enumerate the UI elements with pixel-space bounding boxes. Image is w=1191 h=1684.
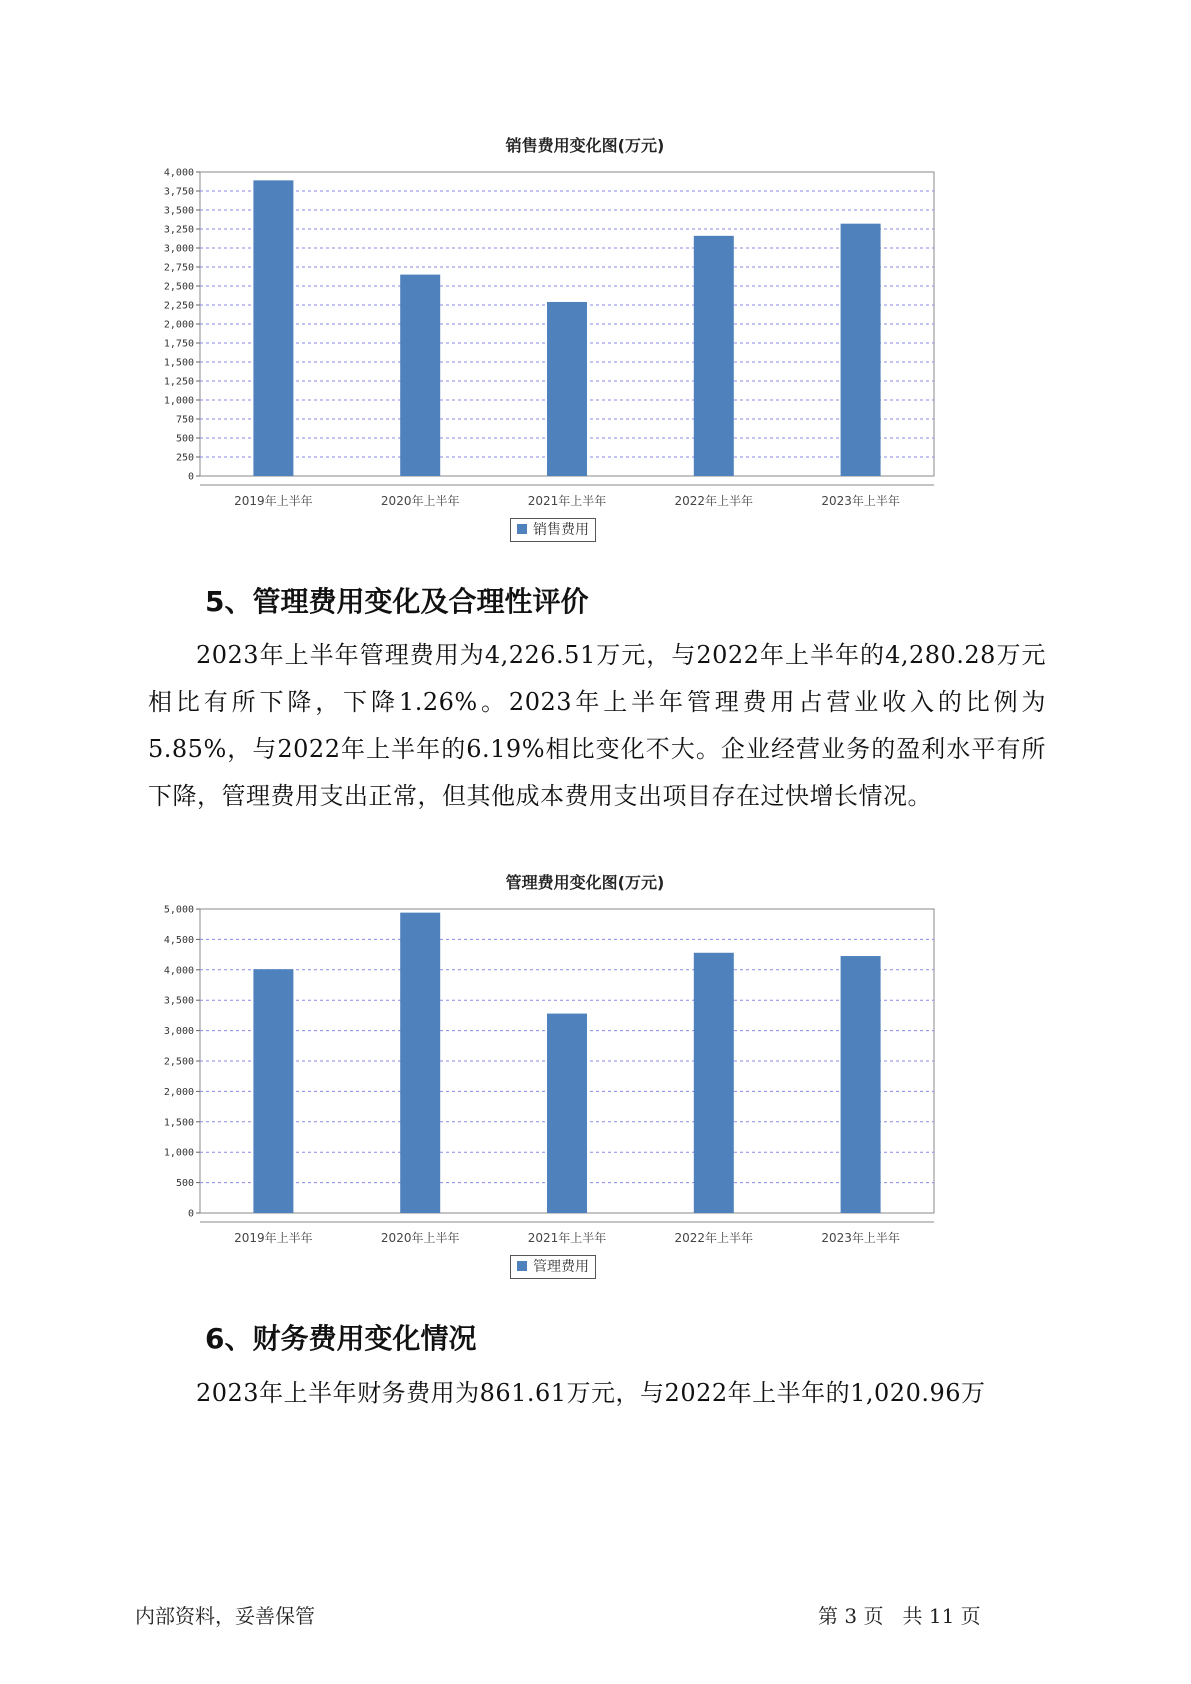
x-tick-label: 2022年上半年 (674, 1231, 754, 1245)
chart-canvas (150, 870, 1020, 1290)
sales-expense-chart (150, 133, 1020, 553)
bar (253, 180, 293, 476)
y-tick-label: 500 (175, 433, 194, 445)
section-5-paragraph: 2023年上半年管理费用为4,226.51万元，与2022年上半年的4,280.28万元相比有所下降，下降1.26%。2023年上半年管理费用占营业收入的比例为5.85%，与2022年上半年的6.19%相比变化不大。企业经营业务的盈利水平有所下降，管理费用支出正常，但其他成本费用支出项目存在过快增长情况。 (148, 641, 1046, 810)
bar (841, 224, 881, 476)
bar (253, 969, 293, 1213)
x-tick-label: 2020年上半年 (380, 494, 460, 508)
x-tick-label: 2023年上半年 (821, 1231, 900, 1245)
y-tick-label: 1,500 (163, 1117, 194, 1129)
y-tick-label: 2,000 (163, 319, 194, 331)
footer-left: 内部资料，妥善保管 (135, 1604, 315, 1628)
section-6-paragraph: 2023年上半年财务费用为861.61万元，与2022年上半年的1,020.96万 (196, 1379, 986, 1407)
y-tick-label: 3,500 (163, 995, 194, 1007)
bar (694, 953, 734, 1213)
y-tick-label: 2,500 (163, 281, 194, 293)
chart-legend (510, 518, 596, 542)
y-tick-label: 1,000 (163, 395, 194, 407)
legend-label: 管理费用 (533, 1259, 589, 1275)
chart-title: 管理费用变化图(万元) (505, 873, 665, 892)
y-tick-label: 5,000 (163, 904, 194, 916)
bar (547, 302, 587, 476)
y-tick-label: 0 (187, 471, 194, 483)
y-tick-label: 1,000 (163, 1147, 194, 1159)
y-tick-label: 2,000 (163, 1086, 194, 1098)
y-tick-label: 2,250 (163, 300, 194, 312)
footer-page-number: 第 3 页 共 11 页 (818, 1604, 981, 1628)
y-tick-label: 1,750 (163, 338, 194, 350)
x-tick-label: 2022年上半年 (674, 494, 754, 508)
y-tick-label: 3,750 (163, 186, 194, 198)
y-tick-label: 4,500 (163, 934, 194, 946)
x-tick-label: 2019年上半年 (234, 494, 313, 508)
y-tick-label: 1,250 (163, 376, 194, 388)
y-tick-label: 500 (175, 1178, 194, 1190)
section-6-heading: 6、财务费用变化情况 (205, 1322, 477, 1355)
x-tick-label: 2019年上半年 (234, 1231, 313, 1245)
x-tick-label: 2020年上半年 (380, 1231, 460, 1245)
y-tick-label: 0 (187, 1208, 194, 1220)
legend-label: 销售费用 (533, 522, 589, 538)
legend-swatch (517, 1261, 527, 1271)
y-tick-label: 1,500 (163, 357, 194, 369)
y-tick-label: 3,250 (163, 224, 194, 236)
y-tick-label: 2,750 (163, 262, 194, 274)
y-tick-label: 250 (175, 452, 194, 464)
y-tick-label: 2,500 (163, 1056, 194, 1068)
chart-legend (510, 1255, 596, 1279)
x-tick-label: 2023年上半年 (821, 494, 900, 508)
bar (400, 275, 440, 476)
admin-expense-chart (150, 870, 1020, 1290)
chart-title: 销售费用变化图(万元) (505, 136, 665, 155)
y-tick-label: 3,500 (163, 205, 194, 217)
bar (694, 236, 734, 476)
x-tick-label: 2021年上半年 (527, 1231, 607, 1245)
y-tick-label: 750 (175, 414, 194, 426)
bar (841, 956, 881, 1213)
y-tick-label: 4,000 (163, 167, 194, 179)
chart-canvas (150, 133, 1020, 553)
y-tick-label: 3,000 (163, 1026, 194, 1038)
y-tick-label: 4,000 (163, 965, 194, 977)
section-5-heading: 5、管理费用变化及合理性评价 (205, 585, 589, 618)
x-tick-label: 2021年上半年 (527, 494, 607, 508)
bar (547, 1014, 587, 1213)
legend-swatch (517, 524, 527, 534)
y-tick-label: 3,000 (163, 243, 194, 255)
bar (400, 913, 440, 1213)
